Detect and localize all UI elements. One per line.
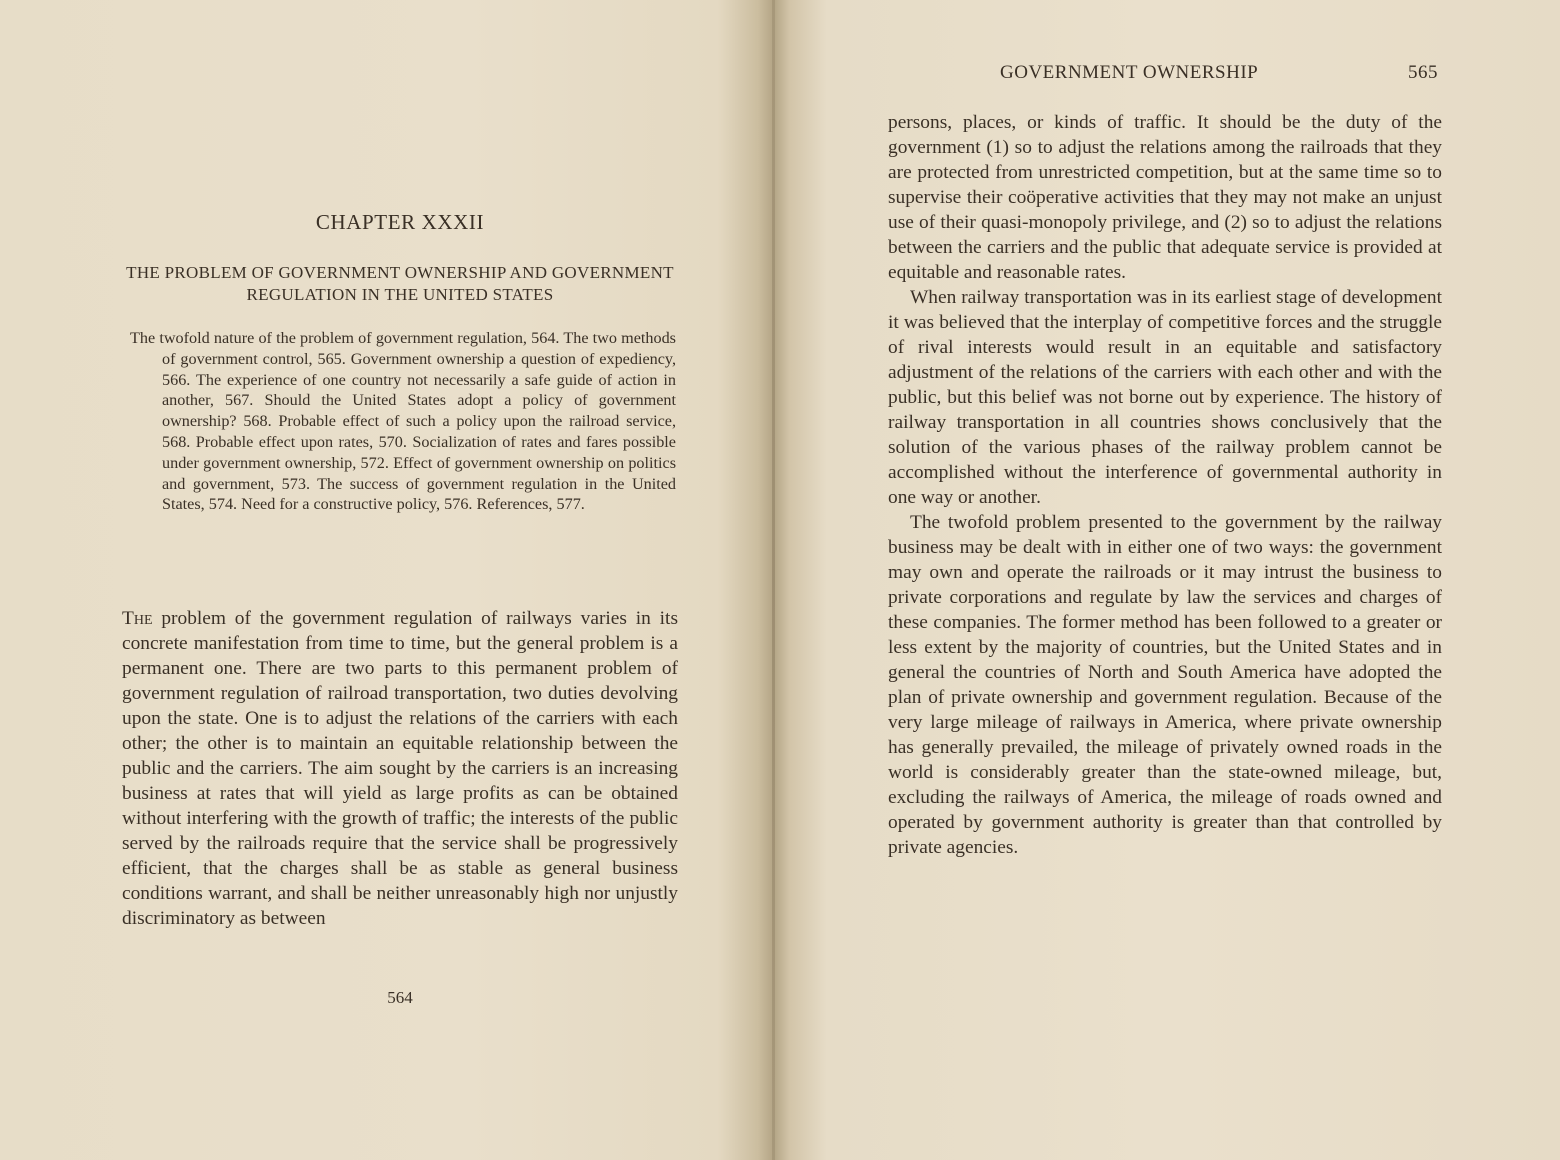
left-page-number: 564 (387, 988, 413, 1007)
chapter-number: CHAPTER XXXII (315, 210, 485, 234)
paragraph-lead-word: The (122, 608, 153, 629)
left-body-text (122, 606, 678, 931)
chapter-title: THE PROBLEM OF GOVERNMENT OWNERSHIP AND GOVERNMENT REGULATION IN THE UNITED STATES (126, 263, 674, 304)
opening-paragraph (122, 606, 678, 931)
running-head-title: GOVERNMENT OWNERSHIP (1000, 62, 1259, 83)
paragraph-rest: problem of the government regulation of railways varies in its concrete manifestation from time to time, but the general problem is a permanent one. There are two parts to this permanent problem of government regulation of railroad transportation, two duties devolving upon the state. One is to adjust the relations of the carriers with each other; the other is to maintain an equitable relationship between the public and the carriers. The aim sought by the carriers is an increasing business at rates that will yield as large profits as can be obtained without interfering with the growth of traffic; the interests of the public served by the railroads require that the service shall be progressively efficient, that the charges shall be as stable as general business conditions warrant, and shall be neither unreasonably high nor unjustly discriminatory as between (122, 608, 678, 929)
paragraph-continued: persons, places, or kinds of traffic. It should be the duty of the government (1) so to adjust the relations among the railroads that they are protected from unrestricted competition, but at the same time so to supervise their coöperative activities that they may not make an unjust use of their quasi-monopoly privilege, and (2) so to adjust the relations between the carriers and the public that adequate service is provided at equitable and reasonable rates. (888, 112, 1442, 283)
right-body-text (888, 110, 1442, 860)
chapter-synopsis: The twofold nature of the problem of government regulation, 564. The two methods of government control, 565. Government ownership a question of expediency, 566. The experience of one country not necessarily a safe guide of action in another, 567. Should the United States adopt a policy of government ownership? 568. Probable effect of such a policy upon the railroad service, 568. Probable effect upon rates, 570. Socialization of rates and fares possible under government ownership, 572. Effect of government ownership on politics and government, 573. The success of government regulation in the United States, 574. Need for a constructive policy, 576. References, 577. (130, 329, 676, 514)
running-head (888, 62, 1442, 90)
right-page-number: 565 (1408, 62, 1438, 83)
book-gutter (772, 0, 775, 1160)
paragraph-twofold-problem: The twofold problem presented to the government by the railway business may be dealt with in either one of two ways: the government may own and operate the railroads or it may intrust the business to private corporations and regulate by law the services and charges of these companies. The former method has been followed to a greater or less extent by the majority of countries, but the United States and in general the countries of North and South America have adopted the plan of private ownership and government regulation. Because of the very large mileage of railways in America, where private ownership has generally prevailed, the mileage of privately owned roads in the world is considerably greater than the state-owned mileage, but, excluding the railways of America, the mileage of roads owned and operated by government authority is greater than that controlled by private agencies. (888, 512, 1442, 858)
right-page (888, 0, 1442, 1160)
left-page (122, 0, 678, 1160)
paragraph-earliest-stage: When railway transportation was in its earliest stage of development it was believed that the interplay of competitive forces and the struggle of rival interests would result in an equitable and satisfactory adjustment of the relations of the carriers with each other and with the public, but this belief was not borne out by experience. The history of railway transportation in all countries shows conclusively that the solution of the various phases of the railway problem cannot be accomplished without the interference of governmental authority in one way or another. (888, 287, 1442, 508)
